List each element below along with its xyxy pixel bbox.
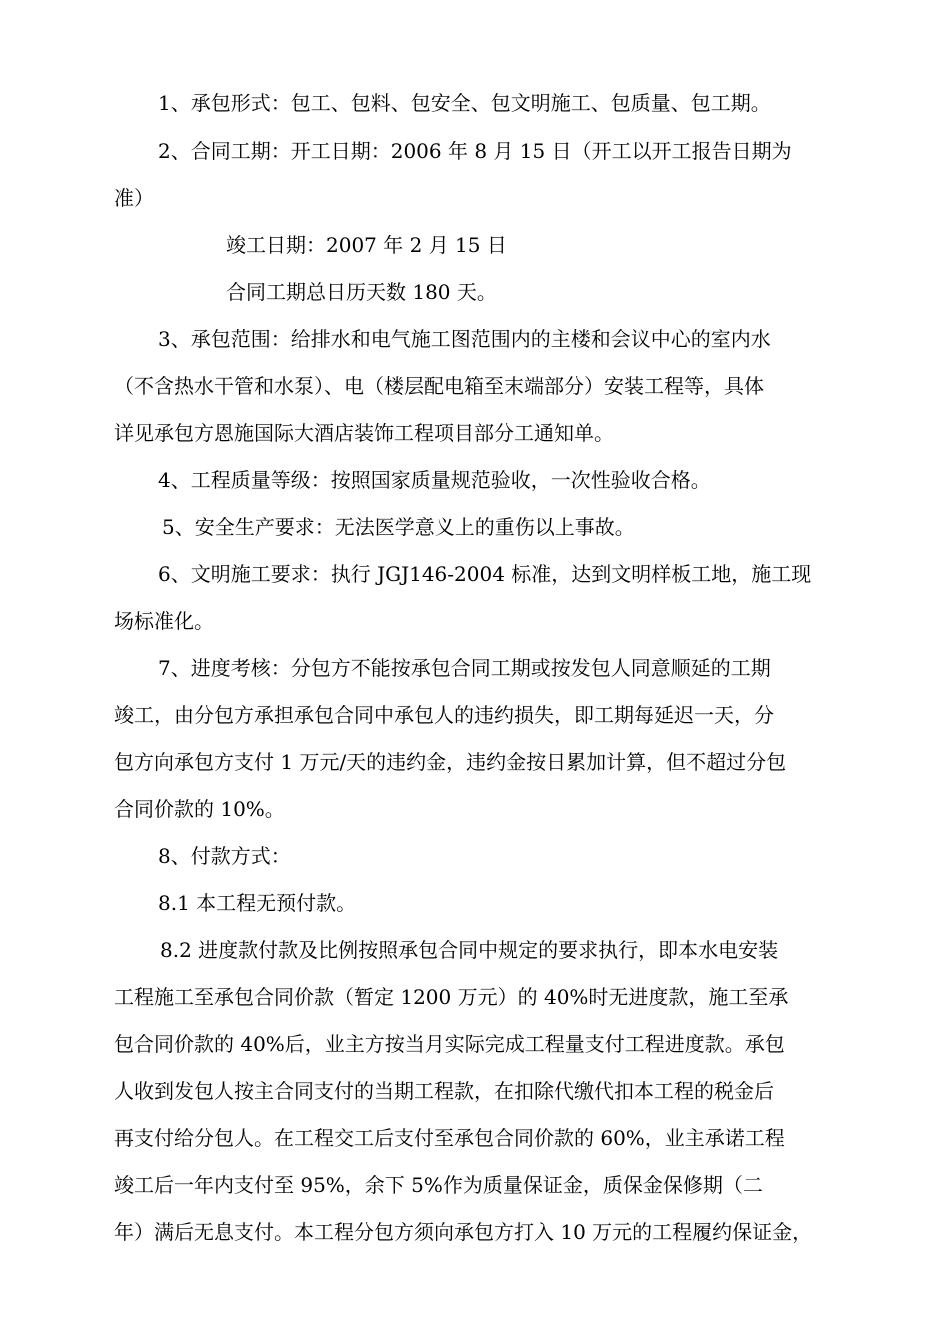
clause-6-civilized-construction: 6、文明施工要求：执行 JGJ146-2004 标准，达到文明样板工地，施工现 <box>158 562 812 586</box>
clause-8-2-cont-3: 人收到发包人按主合同支付的当期工程款，在扣除代缴代扣本工程的税金后 <box>114 1079 774 1103</box>
clause-2-contract-period-cont: 准） <box>114 186 154 210</box>
completion-date: 竣工日期：2007 年 2 月 15 日 <box>226 233 507 257</box>
clause-8-2-cont-6: 年）满后无息支付。本工程分包方须向承包方打入 10 万元的工程履约保证金， <box>114 1220 813 1244</box>
clause-3-scope-cont-2: 详见承包方恩施国际大酒店装饰工程项目部分工通知单。 <box>114 421 614 445</box>
clause-8-2-cont-1: 工程施工至承包合同价款（暂定 1200 万元）的 40%时无进度款，施工至承 <box>114 985 789 1009</box>
clause-7-progress: 7、进度考核：分包方不能按承包合同工期或按发包人同意顺延的工期 <box>158 656 771 680</box>
clause-8-2-cont-4: 再支付给分包人。在工程交工后支付至承包合同价款的 60%，业主承诺工程 <box>114 1126 785 1150</box>
clause-7-cont-1: 竣工，由分包方承担承包合同中承包人的违约损失，即工期每延迟一天，分 <box>114 703 774 727</box>
clause-7-cont-2: 包方向承包方支付 1 万元/天的违约金，违约金按日累加计算，但不超过分包 <box>114 750 787 774</box>
clause-4-quality-grade: 4、工程质量等级：按照国家质量规范验收，一次性验收合格。 <box>158 468 711 492</box>
clause-3-scope: 3、承包范围：给排水和电气施工图范围内的主楼和会议中心的室内水 <box>158 327 771 351</box>
clause-2-contract-period: 2、合同工期：开工日期：2006 年 8 月 15 日（开工以开工报告日期为 <box>158 139 792 163</box>
total-calendar-days: 合同工期总日历天数 180 天。 <box>226 280 497 304</box>
clause-5-safety: 5、安全生产要求：无法医学意义上的重伤以上事故。 <box>162 515 635 539</box>
clause-6-cont: 场标准化。 <box>114 609 214 633</box>
clause-8-1: 8.1 本工程无预付款。 <box>158 891 357 915</box>
clause-8-payment: 8、付款方式： <box>158 844 291 868</box>
clause-8-2-cont-2: 包合同价款的 40%后，业主方按当月实际完成工程量支付工程进度款。承包 <box>114 1032 785 1056</box>
clause-8-2-cont-5: 竣工后一年内支付至 95%，余下 5%作为质量保证金，质保金保修期（二 <box>114 1173 763 1197</box>
clause-7-cont-3: 合同价款的 10%。 <box>114 797 285 821</box>
clause-8-2: 8.2 进度款付款及比例按照承包合同中规定的要求执行，即本水电安装 <box>160 938 779 962</box>
clause-3-scope-cont-1: （不含热水干管和水泵）、电（楼层配电箱至末端部分）安装工程等，具体 <box>114 374 764 398</box>
clause-1-contract-form: 1、承包形式：包工、包料、包安全、包文明施工、包质量、包工期。 <box>158 91 771 115</box>
